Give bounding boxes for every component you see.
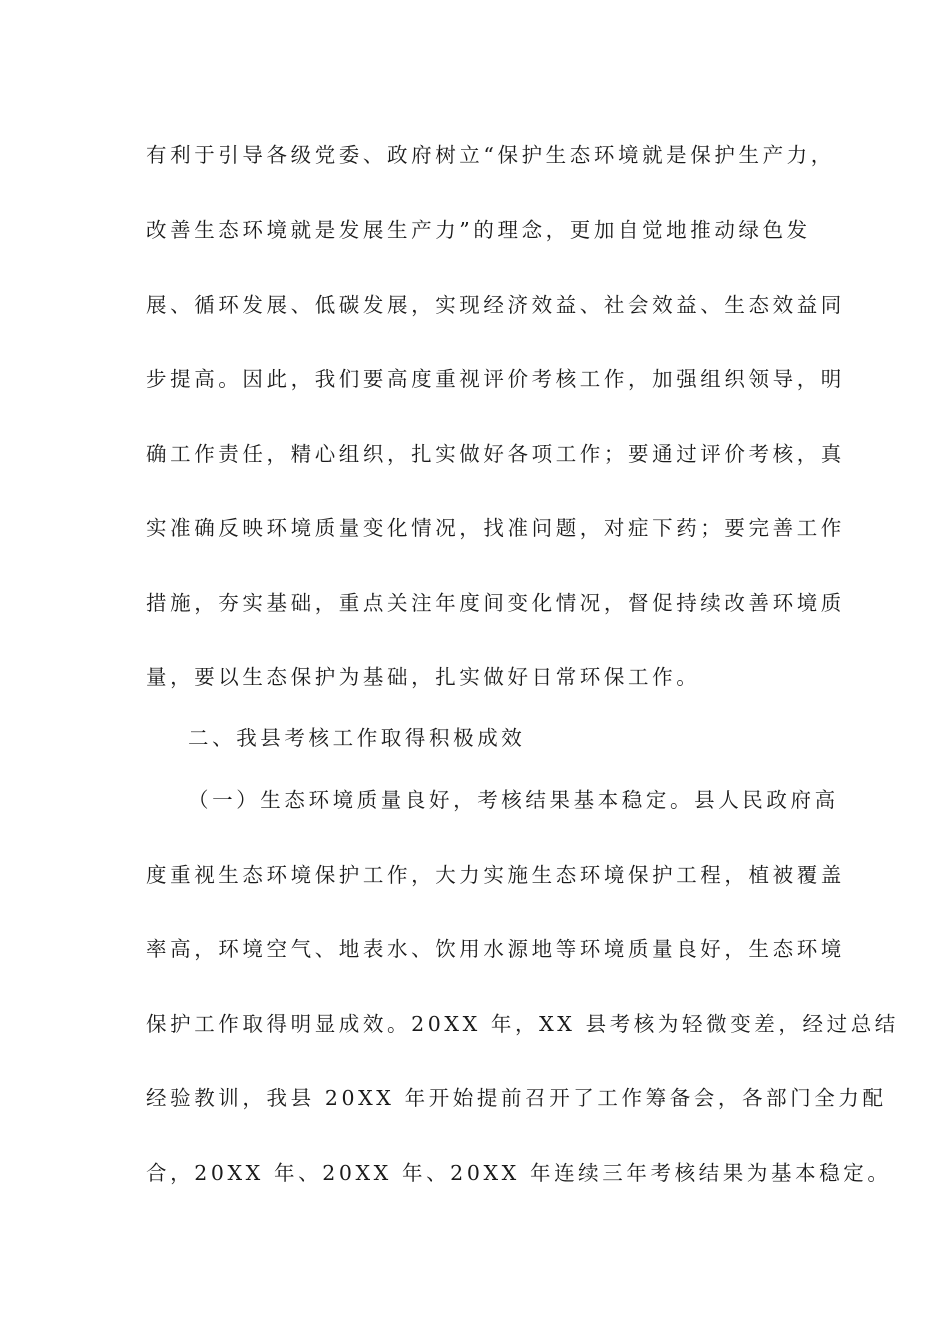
paragraph-line: 有利于引导各级党委、政府树立“保护生态环境就是保护生产力， xyxy=(146,143,835,167)
paragraph-line: 措施，夯实基础，重点关注年度间变化情况，督促持续改善环境质 xyxy=(146,591,845,615)
paragraph-line: 合，20XX 年、20XX 年、20XX 年连续三年考核结果为基本稳定。 xyxy=(146,1161,892,1185)
paragraph-line: （一）生态环境质量良好，考核结果基本稳定。县人民政府高 xyxy=(188,788,839,812)
paragraph-line: 步提高。因此，我们要高度重视评价考核工作，加强组织领导，明 xyxy=(146,367,845,391)
paragraph-line: 实准确反映环境质量变化情况，找准问题，对症下药；要完善工作 xyxy=(146,516,845,540)
paragraph-line: 率高，环境空气、地表水、饮用水源地等环境质量良好，生态环境 xyxy=(146,937,845,961)
paragraph-line: 经验教训，我县 20XX 年开始提前召开了工作筹备会，各部门全力配 xyxy=(146,1086,887,1110)
paragraph-line: 展、循环发展、低碳发展，实现经济效益、社会效益、生态效益同 xyxy=(146,293,845,317)
paragraph-line: 确工作责任，精心组织，扎实做好各项工作；要通过评价考核，真 xyxy=(146,442,845,466)
paragraph-line: 度重视生态环境保护工作，大力实施生态环境保护工程，植被覆盖 xyxy=(146,863,845,887)
paragraph-line: 量，要以生态保护为基础，扎实做好日常环保工作。 xyxy=(146,665,701,689)
section-heading: 二、我县考核工作取得积极成效 xyxy=(188,726,526,750)
paragraph-line: 保护工作取得明显成效。20XX 年，XX 县考核为轻微变差，经过总结 xyxy=(146,1012,899,1036)
paragraph-line: 改善生态环境就是发展生产力”的理念，更加自觉地推动绿色发 xyxy=(146,218,811,242)
